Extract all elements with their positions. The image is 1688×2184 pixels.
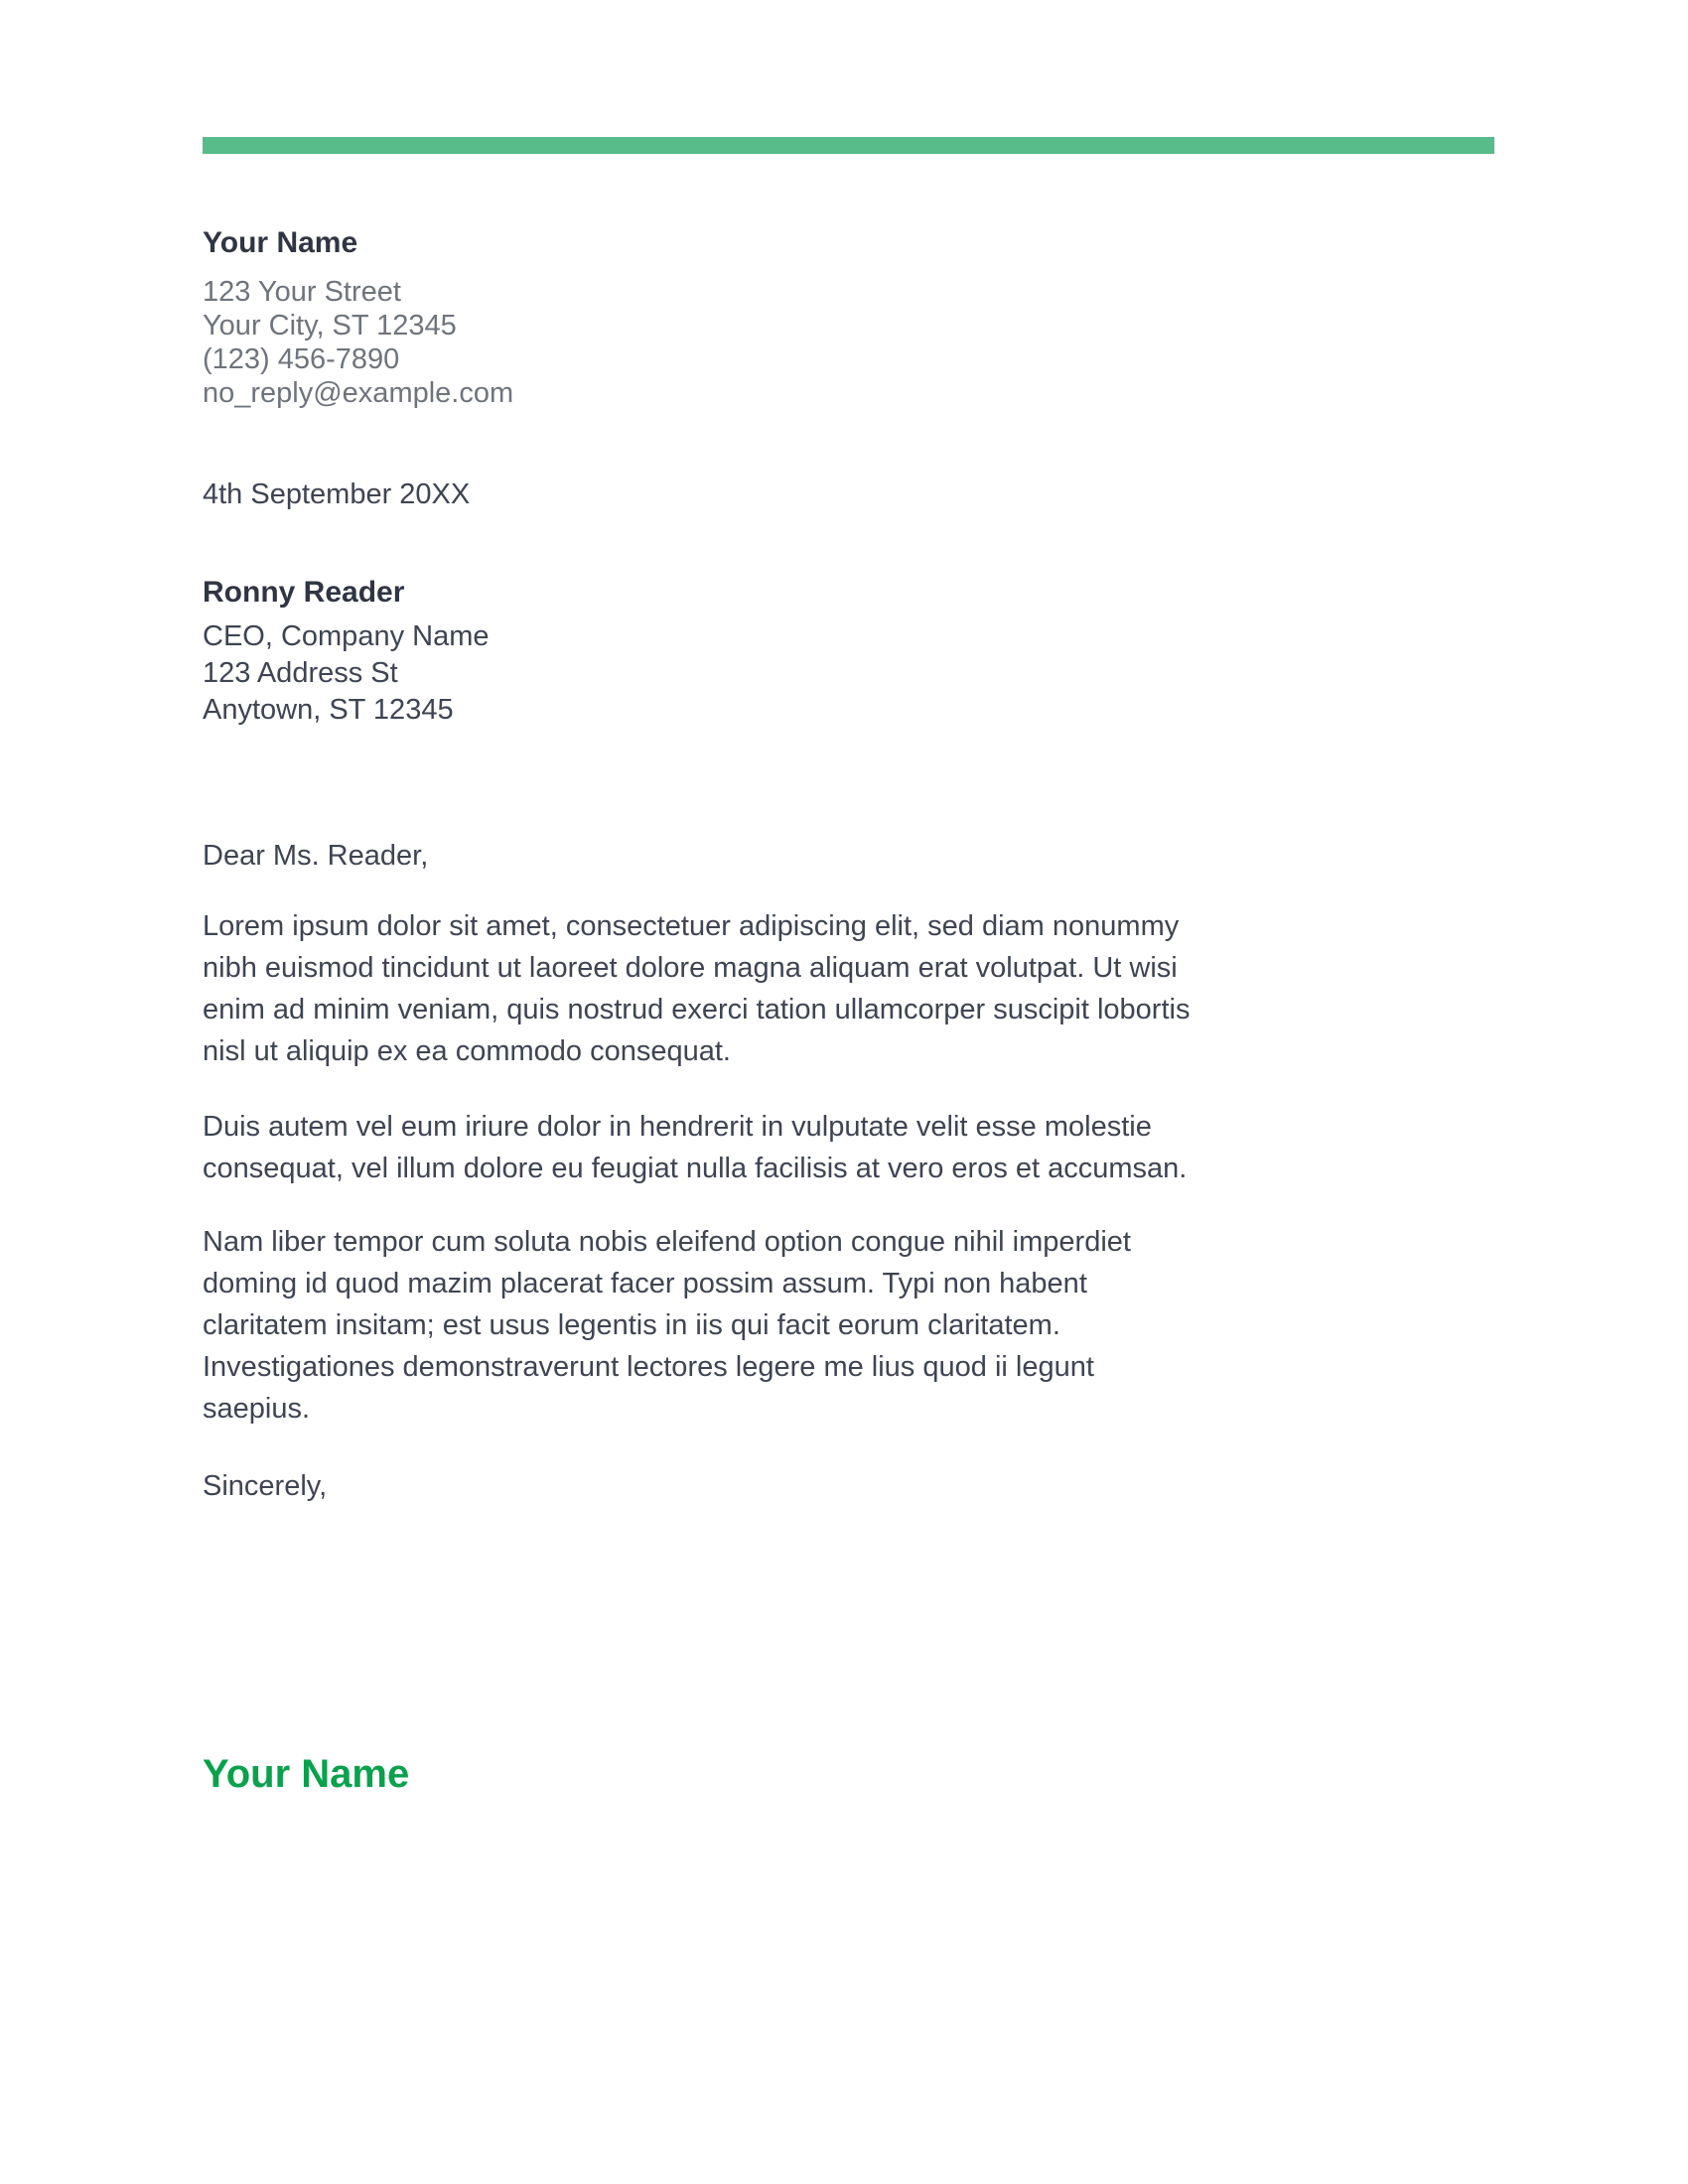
sender-address	[203, 275, 513, 410]
paragraph-line: enim ad minim veniam, quis nostrud exerci tation ullamcorper suscipit lobortis	[203, 994, 1191, 1025]
paragraph-line: nibh euismod tincidunt ut laoreet dolore magna aliquam erat volutpat. Ut wisi	[203, 952, 1178, 984]
paragraph-line: nisl ut aliquip ex ea commodo consequat.	[203, 1035, 731, 1067]
recipient-city: Anytown, ST 12345	[203, 694, 454, 726]
paragraph-line: saepius.	[203, 1393, 311, 1425]
recipient-name: Ronny Reader	[203, 576, 405, 609]
paragraph-line: claritatem insitam; est usus legentis in iis qui facit eorum claritatem.	[203, 1309, 1060, 1341]
paragraph-line: Lorem ipsum dolor sit amet, consectetuer adipiscing elit, sed diam nonummy	[203, 910, 1180, 942]
closing: Sincerely,	[203, 1470, 328, 1502]
recipient-address	[203, 618, 490, 729]
sender-city: Your City, ST 12345	[203, 310, 457, 341]
letter-date: 4th September 20XX	[203, 478, 471, 510]
paragraph-line: Investigationes demonstraverunt lectores legere me lius quod ii legunt	[203, 1351, 1094, 1383]
accent-bar	[203, 137, 1494, 154]
body-paragraph-3	[203, 1221, 1131, 1430]
sender-street: 123 Your Street	[203, 276, 401, 308]
paragraph-line: Nam liber tempor cum soluta nobis eleifend option congue nihil imperdiet	[203, 1226, 1131, 1258]
recipient-street: 123 Address St	[203, 657, 398, 689]
salutation: Dear Ms. Reader,	[203, 840, 429, 872]
body-paragraph-2	[203, 1106, 1187, 1189]
signature-name: Your Name	[203, 1752, 410, 1796]
body-paragraph-1	[203, 905, 1190, 1072]
recipient-title-company: CEO, Company Name	[203, 620, 490, 652]
paragraph-line: doming id quod mazim placerat facer possim assum. Typi non habent	[203, 1268, 1087, 1299]
sender-email: no_reply@example.com	[203, 377, 514, 409]
sender-name: Your Name	[203, 226, 358, 259]
paragraph-line: consequat, vel illum dolore eu feugiat nulla facilisis at vero eros et accumsan.	[203, 1153, 1188, 1184]
sender-phone: (123) 456-7890	[203, 343, 400, 375]
paragraph-line: Duis autem vel eum iriure dolor in hendrerit in vulputate velit esse molestie	[203, 1111, 1152, 1143]
